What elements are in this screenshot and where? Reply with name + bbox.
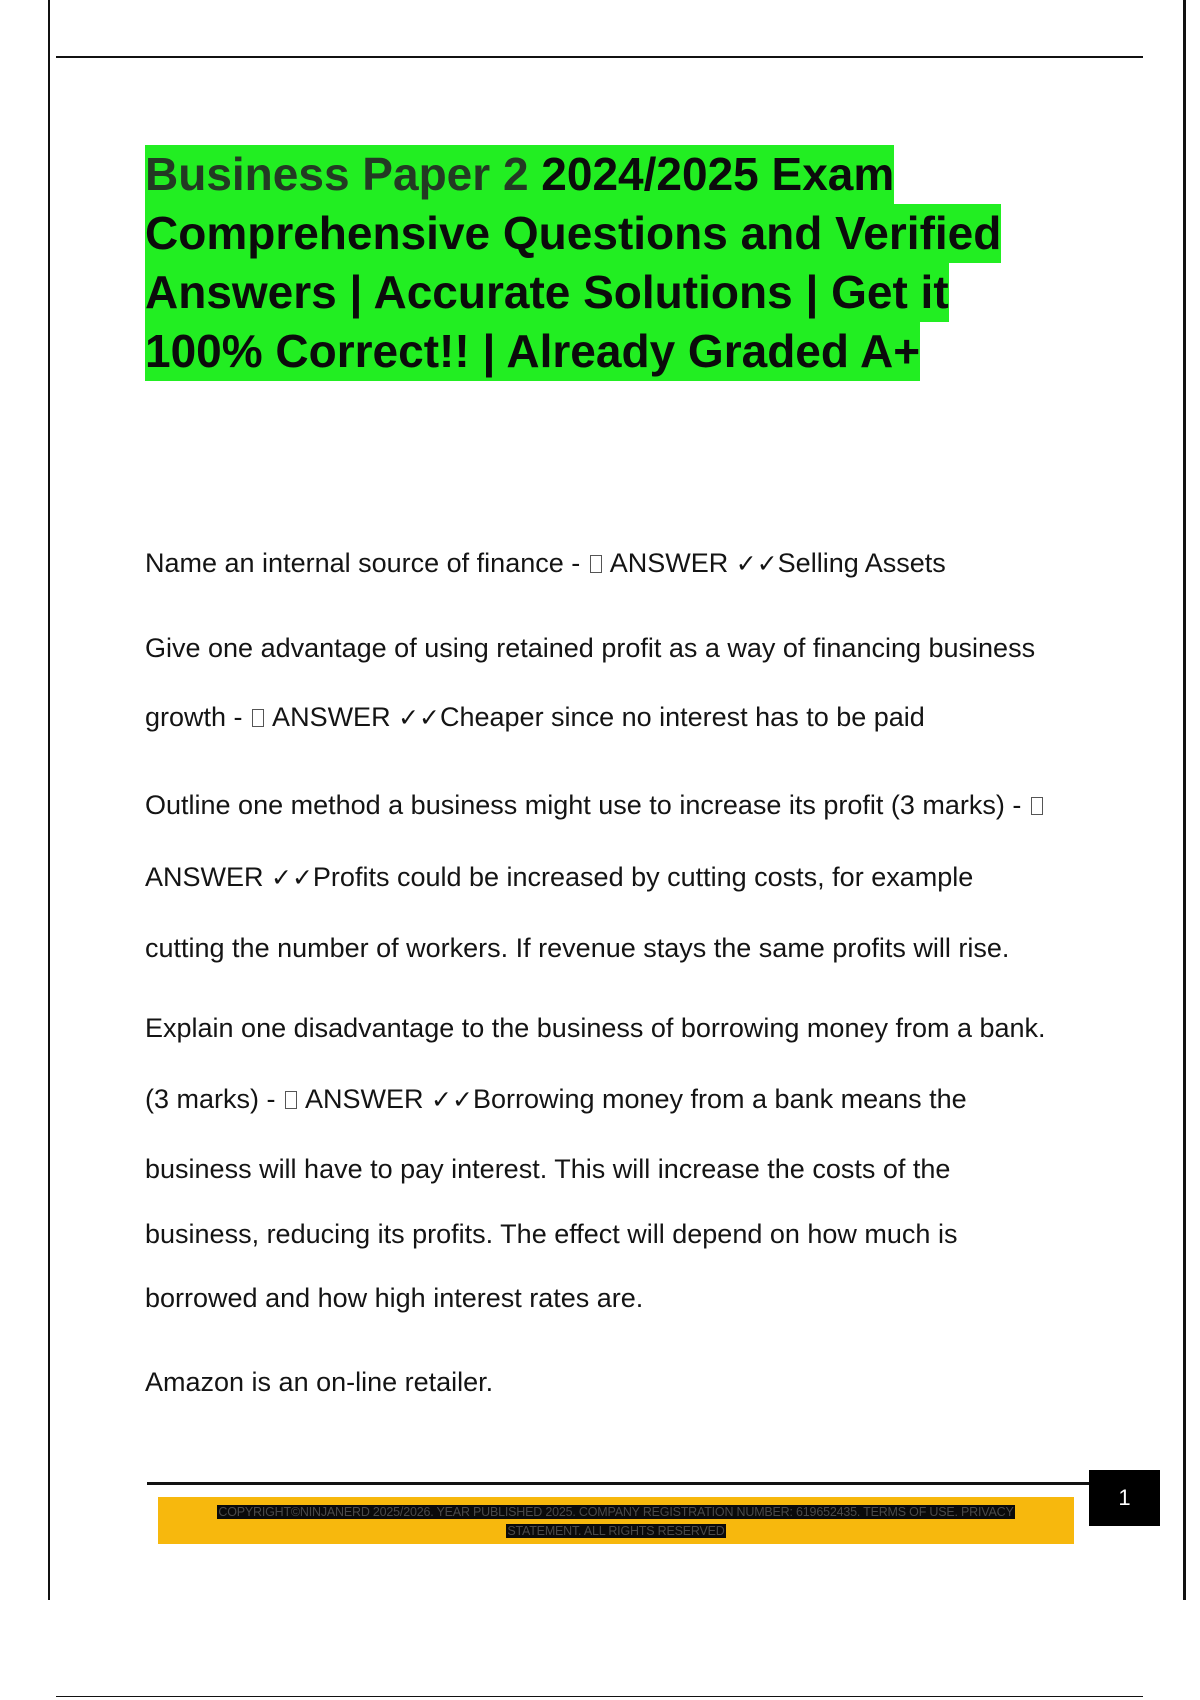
qa-line bbox=[145, 790, 1045, 820]
qa-text: ANSWER bbox=[145, 862, 272, 892]
qa-line bbox=[145, 1013, 1046, 1043]
qa-text: Outline one method a business might use to increase its profit (3 marks) - bbox=[145, 790, 1029, 820]
title-line bbox=[145, 322, 920, 381]
document-title bbox=[145, 145, 1105, 381]
footer-rule bbox=[147, 1482, 1090, 1485]
answer-label: ANSWER bbox=[266, 702, 399, 732]
answer-label: ANSWER bbox=[603, 548, 736, 578]
qa-line bbox=[145, 862, 973, 892]
qa-line bbox=[145, 933, 1009, 963]
qa-line bbox=[145, 1154, 950, 1184]
double-check-icon: ✓✓ bbox=[431, 1085, 473, 1114]
page-number bbox=[1089, 1470, 1160, 1526]
title-line-text: 2024/2025 Exam bbox=[528, 148, 895, 200]
qa-line bbox=[145, 1367, 493, 1397]
double-check-icon: ✓✓ bbox=[271, 863, 313, 892]
missing-glyph-icon bbox=[590, 555, 602, 573]
page-number-text: 1 bbox=[1118, 1485, 1131, 1510]
header-rule bbox=[56, 56, 1143, 58]
title-line bbox=[145, 204, 1001, 263]
answer-text: Selling Assets bbox=[777, 548, 946, 578]
page-left-border bbox=[48, 0, 50, 1600]
double-check-icon: ✓✓ bbox=[398, 703, 440, 732]
copyright-line: STATEMENT. ALL RIGHTS RESERVED bbox=[507, 1524, 725, 1538]
copyright-notice bbox=[170, 1503, 1062, 1541]
qa-text: (3 marks) - bbox=[145, 1084, 283, 1114]
title-line-text: 100% Correct!! | Already Graded A+ bbox=[145, 325, 921, 377]
double-check-icon: ✓✓ bbox=[735, 549, 778, 578]
qa-text: business will have to pay interest. This will increase the costs of the bbox=[145, 1154, 951, 1184]
qa-text: Amazon is an on-line retailer. bbox=[145, 1367, 494, 1397]
qa-text: Give one advantage of using retained profit as a way of financing business bbox=[145, 633, 1036, 663]
qa-line bbox=[145, 1084, 967, 1114]
answer-label: ANSWER bbox=[299, 1084, 432, 1114]
copyright-line: COPYRIGHT©NINJANERD 2025/2026. YEAR PUBLISHED 2025. COMPANY REGISTRATION NUMBER: 619652435. TERMS OF USE. PRIVACY bbox=[218, 1505, 1014, 1519]
page-right-border bbox=[1183, 0, 1186, 1600]
title-line-text: Comprehensive Questions and Verified bbox=[145, 207, 1002, 259]
answer-text: Cheaper since no interest has to be paid bbox=[439, 702, 925, 732]
answer-text: Borrowing money from a bank means the bbox=[472, 1084, 967, 1114]
missing-glyph-icon bbox=[252, 709, 264, 727]
qa-line bbox=[145, 1219, 957, 1249]
qa-text: growth - bbox=[145, 702, 251, 732]
qa-text: Explain one disadvantage to the business of borrowing money from a bank. bbox=[145, 1013, 1046, 1043]
title-line-lead: Business Paper 2 bbox=[145, 148, 529, 200]
missing-glyph-icon bbox=[285, 1091, 297, 1109]
answer-text: Profits could be increased by cutting costs, for example bbox=[312, 862, 974, 892]
title-line bbox=[145, 145, 894, 204]
title-line-text: Answers | Accurate Solutions | Get it bbox=[145, 266, 949, 318]
qa-text: Name an internal source of finance - bbox=[145, 548, 588, 578]
qa-line bbox=[145, 548, 946, 578]
missing-glyph-icon bbox=[1031, 797, 1043, 815]
qa-text: borrowed and how high interest rates are. bbox=[145, 1283, 644, 1313]
qa-text: cutting the number of workers. If revenue stays the same profits will rise. bbox=[145, 933, 1010, 963]
title-line bbox=[145, 263, 949, 322]
qa-line bbox=[145, 1283, 643, 1313]
qa-text: business, reducing its profits. The effect will depend on how much is bbox=[145, 1219, 958, 1249]
qa-line bbox=[145, 702, 925, 732]
next-page-rule bbox=[56, 1696, 1143, 1697]
qa-line bbox=[145, 633, 1035, 663]
